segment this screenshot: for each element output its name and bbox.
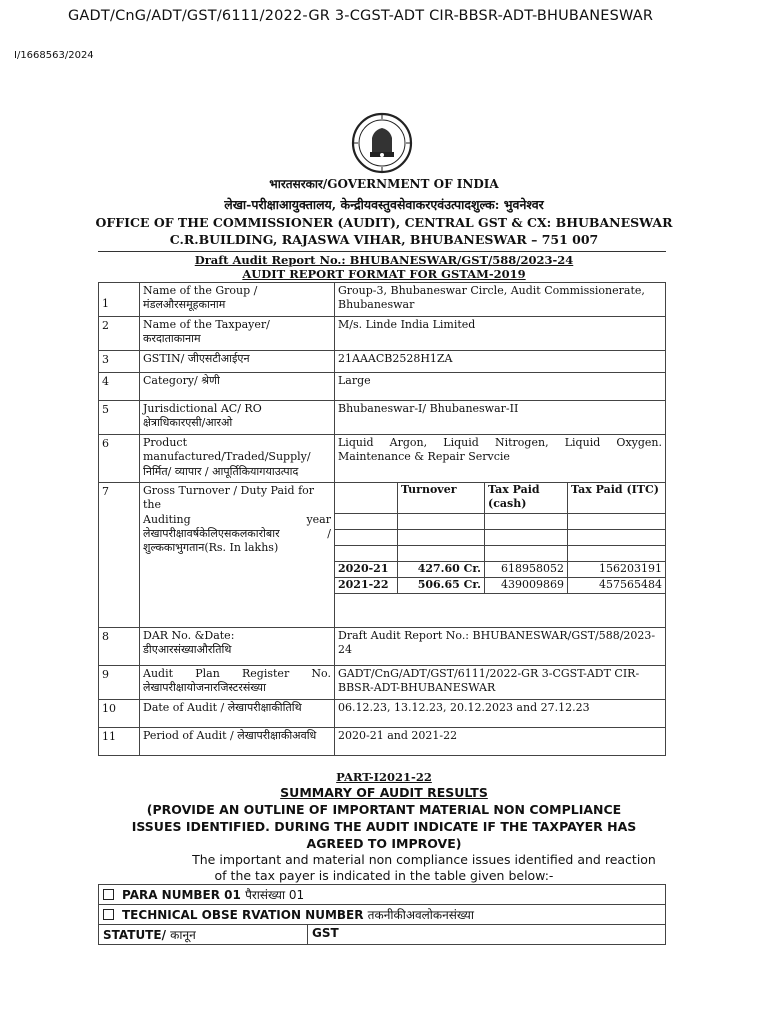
turnover-year-row <box>335 561 665 577</box>
divider <box>98 251 666 252</box>
para-number-label: PARA NUMBER 01 <box>122 888 241 902</box>
empty-cell <box>568 513 666 529</box>
table-row <box>99 628 666 666</box>
row-label-line <box>143 667 331 681</box>
table-row <box>99 351 666 373</box>
turnover-empty-row <box>335 513 665 529</box>
row-value: M/s. Linde India Limited <box>335 317 666 351</box>
row-number: 9 <box>99 666 140 700</box>
row-label: Category/ श्रेणी <box>140 373 335 401</box>
office-title-english: OFFICE OF THE COMMISSIONER (AUDIT), CENTRAL GST & CX: BHUBANESWAR <box>95 215 673 230</box>
table-row <box>99 373 666 401</box>
turnover-table <box>335 483 665 594</box>
instruction-line: AGREED TO IMPROVE) <box>306 836 462 851</box>
row-value: 21AAACB2528H1ZA <box>335 351 666 373</box>
row-label: Name of the Group / मंडलऔरसमूहकानाम <box>140 283 335 317</box>
row-label-line: लेखापरीक्षायोजनारजिस्टरसंख्या <box>143 681 266 695</box>
row-label: GSTIN/ जीएसटीआईएन <box>140 351 335 373</box>
year-cell: 2021-22 <box>335 577 398 593</box>
statute-cell <box>99 925 308 945</box>
turnover-empty-row <box>335 529 665 545</box>
checkbox-icon <box>103 889 114 900</box>
empty-cell <box>398 513 485 529</box>
row-label-part: / <box>327 526 331 540</box>
office-address: C.R.BUILDING, RAJASWA VIHAR, BHUBANESWAR – 751 007 <box>169 232 599 247</box>
row-value: Draft Audit Report No.: BHUBANESWAR/GST/588/2023-24 <box>335 628 666 666</box>
instruction-line: (PROVIDE AN OUTLINE OF IMPORTANT MATERIAL NON COMPLIANCE <box>146 802 622 817</box>
empty-cell <box>485 529 568 545</box>
row-label-line: Gross Turnover / Duty Paid for the <box>143 484 315 512</box>
row-label-part: Register <box>242 667 290 680</box>
tax-itc-header: Tax Paid (ITC) <box>568 483 666 513</box>
table-row <box>99 435 666 483</box>
table-row <box>99 283 666 317</box>
audit-info-table <box>98 282 666 756</box>
row-number: 11 <box>99 728 140 756</box>
row-number: 10 <box>99 700 140 728</box>
summary-title: SUMMARY OF AUDIT RESULTS <box>280 785 488 800</box>
statute-label: STATUTE/ <box>103 928 166 942</box>
table-row <box>99 728 666 756</box>
government-title: भारतसरकार/GOVERNMENT OF INDIA <box>269 177 499 191</box>
turnover-value: 427.60 Cr. <box>398 561 485 577</box>
year-header <box>335 483 398 513</box>
turnover-cell <box>335 483 666 628</box>
row-label-part: No. <box>311 667 331 680</box>
row-value: Group-3, Bhubaneswar Circle, Audit Commissionerate, Bhubaneswar <box>335 283 666 317</box>
gst-cell: GST <box>308 925 666 945</box>
row-label-part: Plan <box>195 667 220 680</box>
para-number-hindi: पैरासंख्या 01 <box>245 888 305 902</box>
row-number: 5 <box>99 401 140 435</box>
row-number: 2 <box>99 317 140 351</box>
emblem-seal-icon <box>350 112 414 174</box>
empty-cell <box>568 545 666 561</box>
row-label <box>140 666 335 700</box>
row-number: 4 <box>99 373 140 401</box>
empty-cell <box>398 529 485 545</box>
row-label-part: Auditing <box>143 512 191 526</box>
turnover-header-row <box>335 483 665 513</box>
tech-obs-hindi: तकनीकीअवलोकनसंख्या <box>367 908 474 922</box>
instruction-line: ISSUES IDENTIFIED. DURING THE AUDIT INDICATE IF THE TAXPAYER HAS <box>131 819 637 834</box>
row-number: 1 <box>99 283 140 317</box>
part-title: PART-I2021-22 <box>336 770 432 784</box>
intro-line: The important and material non compliance issues identified and reaction <box>192 852 656 867</box>
row-value: 06.12.23, 13.12.23, 20.12.2023 and 27.12.23 <box>335 700 666 728</box>
row-label: Jurisdictional AC/ RO क्षेत्राधिकारएसी/आरओ <box>140 401 335 435</box>
row-label-part: लेखापरीक्षावर्षकेलिएसकलकारोबार <box>143 526 280 540</box>
tax-cash-header: Tax Paid (cash) <box>485 483 568 513</box>
tech-obs-label: TECHNICAL OBSE RVATION NUMBER <box>122 908 364 922</box>
table-row-turnover <box>99 483 666 628</box>
report-format-title: AUDIT REPORT FORMAT FOR GSTAM-2019 <box>242 267 526 281</box>
para-row <box>99 925 666 945</box>
table-row <box>99 666 666 700</box>
empty-cell <box>335 513 398 529</box>
row-value: 2020-21 and 2021-22 <box>335 728 666 756</box>
row-value: Large <box>335 373 666 401</box>
row-label: Name of the Taxpayer/ करदाताकानाम <box>140 317 335 351</box>
file-reference-header: GADT/CnG/ADT/GST/6111/2022-GR 3-CGST-ADT CIR-BBSR-ADT-BHUBANESWAR <box>68 8 654 24</box>
row-label-line: शुल्ककाभुगतान(Rs. In lakhs) <box>143 541 279 555</box>
empty-cell <box>335 545 398 561</box>
row-number: 3 <box>99 351 140 373</box>
row-number: 8 <box>99 628 140 666</box>
empty-cell <box>485 545 568 561</box>
row-label <box>140 483 335 628</box>
row-label: Date of Audit / लेखापरीक्षाकीतिथि <box>140 700 335 728</box>
tax-itc-value: 156203191 <box>568 561 666 577</box>
empty-cell <box>485 513 568 529</box>
draft-audit-report-title: Draft Audit Report No.: BHUBANESWAR/GST/588/2023-24 <box>194 253 574 267</box>
intro-line: of the tax payer is indicated in the table given below:- <box>214 868 554 883</box>
row-label-part: Audit <box>143 667 174 680</box>
para-row <box>99 885 666 905</box>
para-table <box>98 884 666 945</box>
turnover-value: 506.65 Cr. <box>398 577 485 593</box>
checkbox-icon <box>103 909 114 920</box>
row-number: 7 <box>99 483 140 628</box>
empty-cell <box>398 545 485 561</box>
tax-cash-value: 618958052 <box>485 561 568 577</box>
empty-cell <box>568 529 666 545</box>
office-title-hindi: लेखा-परीक्षाआयुक्तालय, केन्द्रीयवस्तुवसेवाकरएवंउत्पादशुल्क: भुवनेश्वर <box>224 197 544 212</box>
row-label-part: year <box>306 512 331 526</box>
row-label-line <box>143 527 331 541</box>
statute-hindi: कानून <box>170 928 196 942</box>
turnover-empty-row <box>335 545 665 561</box>
tax-itc-value: 457565484 <box>568 577 666 593</box>
row-label: Product manufactured/Traded/Supply/ निर्मित/ व्यापार / आपूर्तिकियागयाउत्पाद <box>140 435 335 483</box>
row-value: Bhubaneswar-I/ Bhubaneswar-II <box>335 401 666 435</box>
table-row <box>99 700 666 728</box>
row-number: 6 <box>99 435 140 483</box>
turnover-year-row <box>335 577 665 593</box>
row-value: Liquid Argon, Liquid Nitrogen, Liquid Oxygen. Maintenance & Repair Servcie <box>335 435 666 483</box>
year-cell: 2020-21 <box>335 561 398 577</box>
tech-obs-cell <box>99 905 666 925</box>
table-row <box>99 401 666 435</box>
row-label: Period of Audit / लेखापरीक्षाकीअवधि <box>140 728 335 756</box>
tax-cash-value: 439009869 <box>485 577 568 593</box>
row-value: GADT/CnG/ADT/GST/6111/2022-GR 3-CGST-ADT CIR-BBSR-ADT-BHUBANESWAR <box>335 666 666 700</box>
document-number: I/1668563/2024 <box>14 50 94 61</box>
para-row <box>99 905 666 925</box>
para-number-cell <box>99 885 666 905</box>
row-label: DAR No. &Date: डीएआरसंख्याऔरतिथि <box>140 628 335 666</box>
turnover-header: Turnover <box>398 483 485 513</box>
empty-cell <box>335 529 398 545</box>
row-label-line <box>143 513 331 527</box>
table-row <box>99 317 666 351</box>
